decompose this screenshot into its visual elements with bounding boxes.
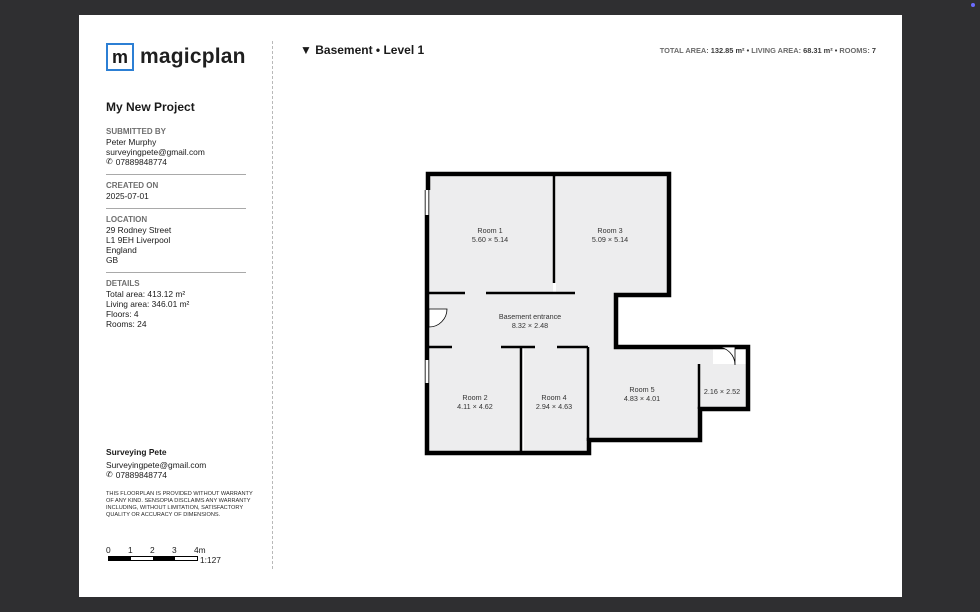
scale-tick: 0 bbox=[106, 545, 111, 555]
phone-icon: ✆ bbox=[106, 470, 113, 479]
details-total-area: Total area: 413.12 m² bbox=[106, 289, 186, 299]
rooms-count-label: ROOMS: bbox=[839, 46, 870, 55]
room-1-dims: 5.60 × 5.14 bbox=[471, 235, 509, 244]
project-title: My New Project bbox=[106, 100, 195, 114]
submitter-email: surveyingpete@gmail.com bbox=[106, 147, 205, 157]
room-5-dims: 4.83 × 4.01 bbox=[623, 394, 661, 403]
details-label: DETAILS bbox=[106, 279, 140, 288]
room-2-dims: 4.11 × 4.62 bbox=[457, 402, 493, 411]
floorplan-page bbox=[79, 15, 902, 597]
room-1-name: Room 1 bbox=[477, 226, 503, 235]
living-area-value: 68.31 m² bbox=[803, 46, 833, 55]
window-indicator-dot bbox=[971, 3, 975, 7]
submitter-phone: 07889848774 bbox=[115, 157, 167, 167]
created-on-date: 2025-07-01 bbox=[106, 191, 149, 201]
details-floors: Floors: 4 bbox=[106, 309, 139, 319]
living-area-label: LIVING AREA: bbox=[751, 46, 802, 55]
location-city: L1 9EH Liverpool bbox=[106, 235, 171, 245]
submitter-name: Peter Murphy bbox=[106, 137, 157, 147]
location-country: GB bbox=[106, 255, 119, 265]
room-2-name: Room 2 bbox=[462, 393, 488, 402]
company-name: Surveying Pete bbox=[106, 447, 167, 457]
room-3-dims: 5.09 × 5.14 bbox=[591, 235, 629, 244]
triangle-down-icon: ▼ bbox=[300, 43, 312, 57]
rooms-count-value: 7 bbox=[871, 46, 876, 55]
room-4-name: Room 4 bbox=[541, 393, 567, 402]
basement-entrance-name: Basement entrance bbox=[498, 312, 562, 321]
closet-dims: 2.16 × 2.52 bbox=[703, 387, 741, 396]
room-5-name: Room 5 bbox=[629, 385, 655, 394]
scale-tick: 3 bbox=[172, 545, 177, 555]
room-4-dims: 2.94 × 4.63 bbox=[535, 402, 573, 411]
scale-ratio: 1:127 bbox=[200, 555, 221, 565]
company-phone: 07889848774 bbox=[115, 470, 167, 480]
location-label: LOCATION bbox=[106, 215, 148, 224]
submitted-by-label: SUBMITTED BY bbox=[106, 127, 166, 136]
details-rooms: Rooms: 24 bbox=[106, 319, 147, 329]
scale-tick: 1 bbox=[128, 545, 133, 555]
company-email: Surveyingpete@gmail.com bbox=[106, 460, 207, 470]
level-name: Basement • Level 1 bbox=[315, 43, 425, 57]
location-region: England bbox=[106, 245, 137, 255]
total-area-label: TOTAL AREA: bbox=[659, 46, 709, 55]
room-3-name: Room 3 bbox=[597, 226, 623, 235]
floorplan-drawing bbox=[79, 15, 902, 597]
scale-tick: 2 bbox=[150, 545, 155, 555]
location-street: 29 Rodney Street bbox=[106, 225, 172, 235]
details-living-area: Living area: 346.01 m² bbox=[106, 299, 190, 309]
total-area-value: 132.85 m² bbox=[710, 46, 745, 55]
created-on-label: CREATED ON bbox=[106, 181, 159, 190]
logo-mark-icon: m bbox=[106, 43, 134, 71]
phone-icon: ✆ bbox=[106, 157, 113, 166]
scale-tick: 4m bbox=[194, 545, 206, 555]
brand-name: magicplan bbox=[140, 45, 246, 68]
level-stats: TOTAL AREA: 132.85 m² • LIVING AREA: 68.31 m² • ROOMS: 7 bbox=[659, 46, 876, 55]
disclaimer-text: THIS FLOORPLAN IS PROVIDED WITHOUT WARRANTY OF ANY KIND. SENSOPIA DISCLAIMS ANY WARRANTY INCLUDING, WITHOUT LIMITATION, SATISFACTORY QUALITY OR ACCURACY OF DIMENSIONS. bbox=[106, 491, 253, 518]
basement-entrance-dims: 8.32 × 2.48 bbox=[511, 321, 549, 330]
